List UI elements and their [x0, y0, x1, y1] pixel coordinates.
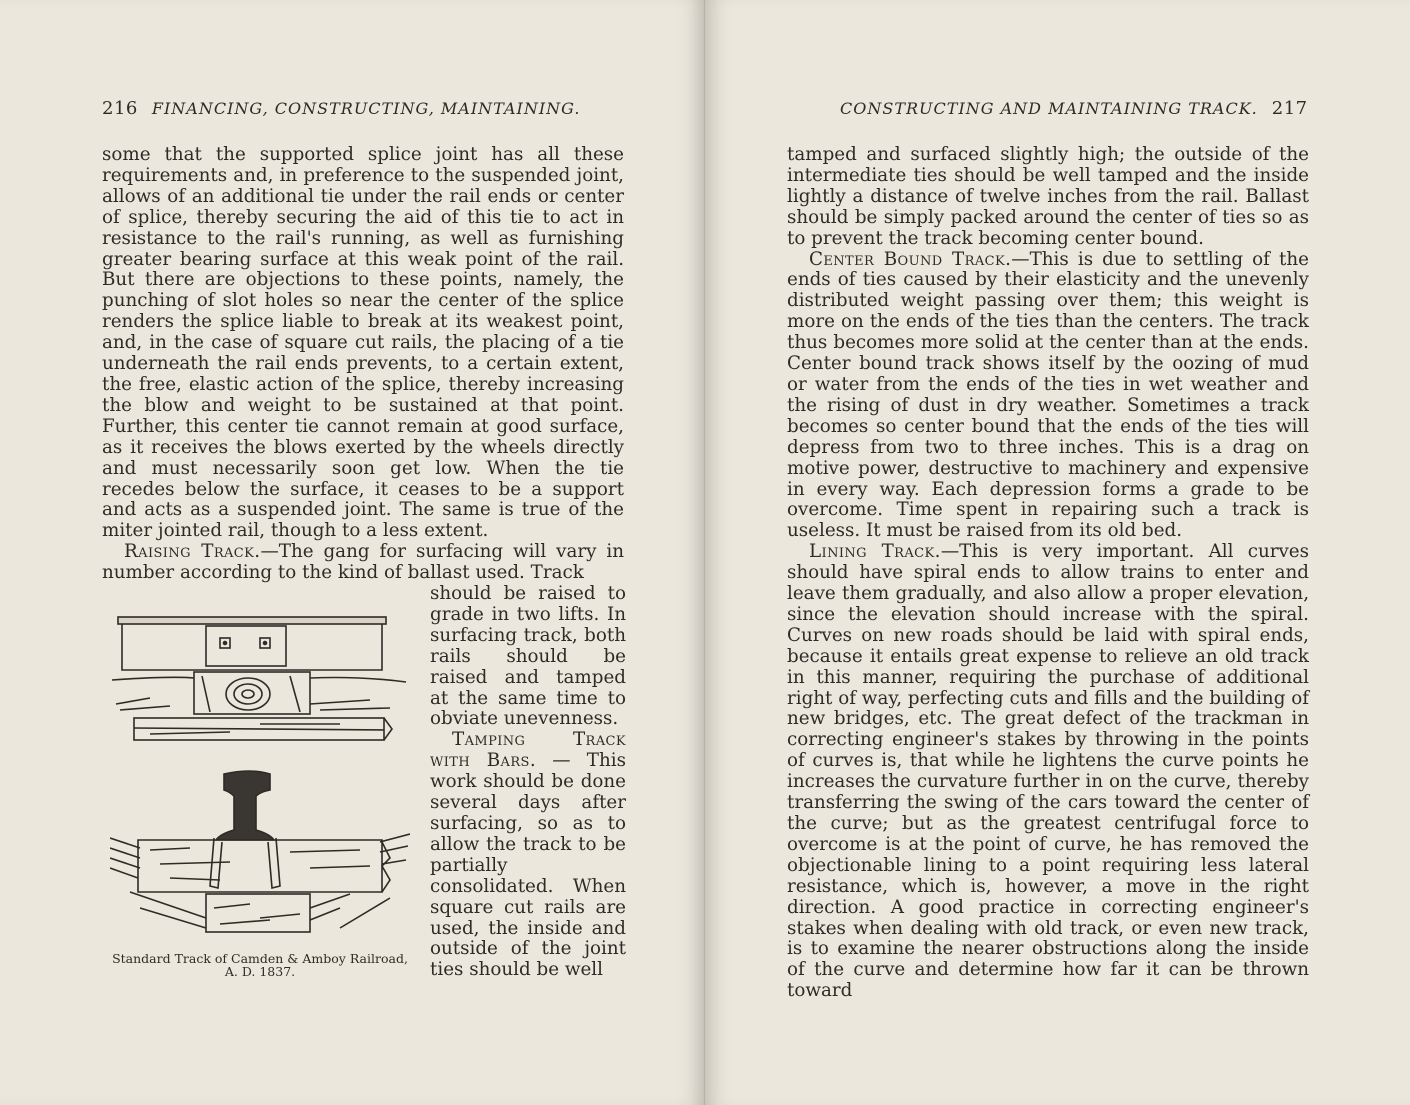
- right-running-head: [840, 98, 1308, 119]
- raising-paragraph: [102, 542, 624, 584]
- right-page: [705, 0, 1410, 1105]
- center-bound-text: —This is due to settling of the ends of ties caused by their elasticity and the unevenly distributed weight passing over them; this weight is more on the ends of the ties than the centers. The track thus becomes more solid at the center than at the ends. Center bound track shows itself by the oozing of mud or water from the ends of the ties in wet weather and the rising of dust in dry weather. Sometimes a track becomes so center bound that the ends of the ties will depress from two to three inches. This is a drag on motive power, destructive to machinery and expensive in every way. Each depression forms a grade to be overcome. Time spent in repairing such a track is useless. It must be raised from its old bed.: [787, 248, 1309, 542]
- tamping-text: — This work should be done several days after surfacing, so as to allow the track to be partially consolidated. When square cut rails are used, the inside and outside of the joint ties should be well: [430, 750, 626, 981]
- left-page-number: 216: [102, 98, 138, 119]
- raising-text-1: —The gang for surfacing will vary in number according to the kind of ballast used. Track: [102, 541, 624, 584]
- left-side-column: [430, 584, 626, 981]
- right-paragraph-1: tamped and surfaced slightly high; the outside of the intermediate ties should be well tamped and the inside lightly a distance of twelve inches from the rail. Ballast should be simply packed around the center of ties so as to prevent the track becoming center bound.: [787, 144, 1309, 249]
- left-paragraph-1: some that the supported splice joint has all these requirements and, in preference to the suspended joint, allows of an additional tie under the rail ends or center of splice, thereby securing the aid of this tie to act in resistance to the rail's running, as well as furnishing greater bearing surface at this weak point of the rail. But there are objections to these points, namely, the punching of slot holes so near the center of the splice renders the splice liable to break at its weakest point, and, in the case of square cut rails, the placing of a tie underneath the rail ends prevents, to a certain extent, the free, elastic action of the splice, thereby increasing the blow and weight to be sustained at that point. Further, this center tie cannot remain at good surface, as it receives the blows exerted by the wheels directly and must necessarily soon get low. When the tie recedes below the surface, it ceases to be a support and acts as a suspended joint. The same is true of the miter jointed rail, though to a less extent.: [102, 144, 624, 542]
- center-bound-paragraph: [787, 250, 1309, 543]
- left-body-text: [102, 145, 624, 584]
- figure-caption-line2: A. D. 1837.: [224, 963, 296, 979]
- figure-caption-line1: Standard Track of Camden & Amboy Railroad,: [112, 951, 408, 966]
- lining-heading: Lining Track.: [809, 541, 941, 563]
- lining-text: —This is very important. All curves should have spiral ends to allow trains to enter and leave them gradually, and also allow a proper elevation, since the elevation should increase with the spiral. Curves on new roads should be laid with spiral ends, because it entails great expense to relieve an old track in this manner, requiring the purchase of additional right of way, perfecting cuts and fills and the building of new bridges, etc. The great defect of the trackman in correcting engineer's stakes by throwing in the points of curves is, that while he lightens the curve points he increases the curvature further in on the curve, thereby transferring the swing of the cars toward the center of the curve; but as the greatest centrifugal force to overcome is at the point of curve, he has removed the objectionable lining to a point requiring less lateral resistance, which is, however, a move in the right direction. A good practice in correcting engineer's stakes when dealing with old track, or even new track, is to examine the nearer obstructions along the inside of the curve and determine how far it can be thrown toward: [787, 541, 1309, 1002]
- raising-text-2: should be raised to grade in two lifts. In surfacing track, both rails should be raised and tamped at the same time to obviate unevenness.: [430, 583, 626, 730]
- tamping-heading: Tamping Track with Bars.: [430, 729, 626, 772]
- left-running-head: [102, 98, 580, 119]
- raising-heading: Raising Track.: [124, 541, 261, 563]
- right-body-text: [787, 145, 1309, 1002]
- center-bound-heading: Center Bound Track.: [809, 248, 1012, 270]
- rail-joint-illustration: [110, 612, 410, 752]
- figure-caption: [100, 953, 420, 978]
- lining-paragraph: [787, 542, 1309, 1002]
- rail-cross-section-illustration: [110, 768, 410, 940]
- tamping-paragraph: [430, 730, 626, 981]
- right-running-title: CONSTRUCTING AND MAINTAINING TRACK.: [840, 99, 1258, 118]
- right-page-number: 217: [1271, 98, 1308, 119]
- left-running-title: FINANCING, CONSTRUCTING, MAINTAINING.: [151, 99, 581, 118]
